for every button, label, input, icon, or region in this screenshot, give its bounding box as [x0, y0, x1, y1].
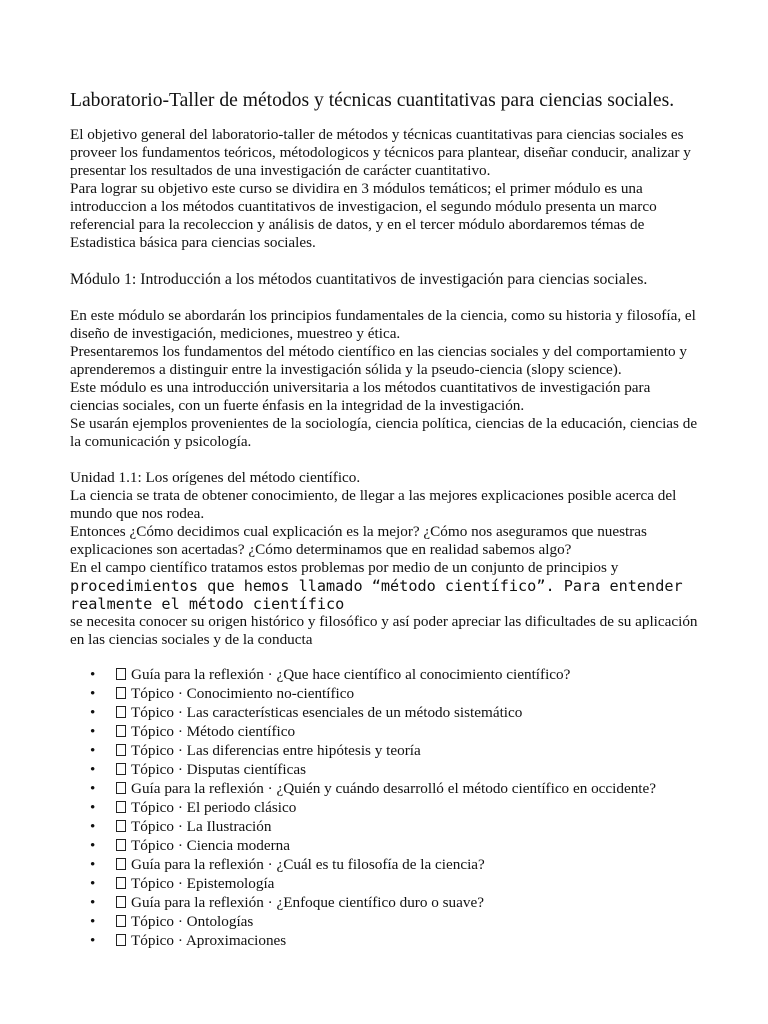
list-item: [70, 817, 698, 836]
intro-line: proveer los fundamentos teóricos, métodologicos y técnicos para plantear, diseñar conducir, analizar y: [70, 144, 691, 161]
bullet-icon: •: [90, 761, 96, 778]
topic-text: Guía para la reflexión · ¿Cuál es tu filosofía de la ciencia?: [131, 856, 485, 873]
missing-glyph-icon: [116, 782, 126, 794]
topic-text: Tópico · Epistemología: [131, 875, 275, 892]
missing-glyph-icon: [116, 801, 126, 813]
topics-list: [70, 665, 698, 950]
list-item: [70, 684, 698, 703]
topic-text: Guía para la reflexión · ¿Quién y cuándo desarrolló el método científico en occidente?: [131, 780, 657, 797]
intro-section: [70, 126, 698, 252]
missing-glyph-icon: [116, 858, 126, 870]
module-line: aprenderemos a distinguir entre la investigación sólida y la pseudo-ciencia (slopy science).: [70, 361, 622, 378]
unit-mono-line: procedimientos que hemos llamado “método científico”. Para entender realmente el método científico: [70, 577, 683, 613]
bullet-icon: •: [90, 837, 96, 854]
topic-text: Tópico · Método científico: [131, 723, 296, 740]
bullet-icon: •: [90, 704, 96, 721]
topic-text: Guía para la reflexión · ¿Que hace científico al conocimiento científico?: [131, 666, 571, 683]
topic-text: Guía para la reflexión · ¿Enfoque científico duro o suave?: [131, 894, 484, 911]
list-item: [70, 722, 698, 741]
missing-glyph-icon: [116, 877, 126, 889]
missing-glyph-icon: [116, 725, 126, 737]
missing-glyph-icon: [116, 706, 126, 718]
intro-line: referencial para la recoleccion y análisis de datos, y en el tercer módulo abordaremos témas de: [70, 216, 645, 233]
list-item: [70, 836, 698, 855]
unit-line: La ciencia se trata de obtener conocimiento, de llegar a las mejores explicaciones posible acerca del: [70, 487, 677, 504]
bullet-icon: •: [90, 894, 96, 911]
intro-line: Para lograr su objetivo este curso se dividira en 3 módulos temáticos; el primer módulo es una: [70, 180, 643, 197]
missing-glyph-icon: [116, 820, 126, 832]
topic-text: Tópico · Ciencia moderna: [131, 837, 290, 854]
missing-glyph-icon: [116, 763, 126, 775]
missing-glyph-icon: [116, 915, 126, 927]
bullet-icon: •: [90, 742, 96, 759]
topic-text: Tópico · El periodo clásico: [131, 799, 297, 816]
unit-line: En el campo científico tratamos estos problemas por medio de un conjunto de principios y: [70, 559, 619, 576]
list-item: [70, 874, 698, 893]
intro-line: Estadistica básica para ciencias sociales.: [70, 234, 316, 251]
module-1-body: [70, 307, 698, 451]
list-item: [70, 893, 698, 912]
bullet-icon: •: [90, 818, 96, 835]
missing-glyph-icon: [116, 744, 126, 756]
unit-line: Entonces ¿Cómo decidimos cual explicación es la mejor? ¿Cómo nos aseguramos que nuestras: [70, 523, 647, 540]
list-item: [70, 703, 698, 722]
module-line: Presentaremos los fundamentos del método científico en las ciencias sociales y del comportamiento y: [70, 343, 688, 360]
module-1-title: Módulo 1: Introducción a los métodos cuantitativos de investigación para ciencias sociales.: [70, 271, 648, 288]
topic-text: Tópico · Las diferencias entre hipótesis y teoría: [131, 742, 421, 759]
module-line: la comunicación y psicología.: [70, 433, 252, 450]
bullet-icon: •: [90, 799, 96, 816]
unit-line: explicaciones son acertadas? ¿Cómo determinamos que en realidad sabemos algo?: [70, 541, 572, 558]
list-item: [70, 741, 698, 760]
bullet-icon: •: [90, 780, 96, 797]
unit-line: en las ciencias sociales y de la conducta: [70, 631, 313, 648]
topic-text: Tópico · La Ilustración: [131, 818, 272, 835]
list-item: [70, 912, 698, 931]
topic-text: Tópico · Las características esenciales de un método sistemático: [131, 704, 523, 721]
bullet-icon: •: [90, 685, 96, 702]
topic-text: Tópico · Aproximaciones: [131, 932, 287, 949]
document-title: Laboratorio-Taller de métodos y técnicas cuantitativas para ciencias sociales.: [70, 90, 675, 111]
missing-glyph-icon: [116, 839, 126, 851]
intro-line: El objetivo general del laboratorio-taller de métodos y técnicas cuantitativas para ciencias sociales es: [70, 126, 684, 143]
module-line: diseño de investigación, mediciones, muestreo y ética.: [70, 325, 401, 342]
unit-section: [70, 469, 698, 649]
list-item: [70, 760, 698, 779]
unit-title: Unidad 1.1: Los orígenes del método científico.: [70, 469, 361, 486]
unit-line: se necesita conocer su origen histórico y filosófico y así poder apreciar las dificultades de su aplicación: [70, 613, 698, 630]
topic-text: Tópico · Disputas científicas: [131, 761, 307, 778]
topic-text: Tópico · Ontologías: [131, 913, 254, 930]
intro-line: presentar los resultados de una investigación de carácter cuantitativo.: [70, 162, 491, 179]
missing-glyph-icon: [116, 687, 126, 699]
bullet-icon: •: [90, 932, 96, 949]
missing-glyph-icon: [116, 668, 126, 680]
module-line: Este módulo es una introducción universitaria a los métodos cuantitativos de investigación para: [70, 379, 651, 396]
bullet-icon: •: [90, 666, 96, 683]
bullet-icon: •: [90, 875, 96, 892]
module-line: Se usarán ejemplos provenientes de la sociología, ciencia política, ciencias de la educación, ciencias de: [70, 415, 698, 432]
list-item: [70, 665, 698, 684]
bullet-icon: •: [90, 723, 96, 740]
missing-glyph-icon: [116, 896, 126, 908]
module-line: ciencias sociales, con un fuerte énfasis en la integridad de la investigación.: [70, 397, 525, 414]
list-item: [70, 855, 698, 874]
intro-line: introduccion a los métodos cuantitativos de investigacion, el segundo módulo presenta un marco: [70, 198, 657, 215]
missing-glyph-icon: [116, 934, 126, 946]
list-item: [70, 779, 698, 798]
bullet-icon: •: [90, 913, 96, 930]
module-line: En este módulo se abordarán los principios fundamentales de la ciencia, como su historia y filosofía, el: [70, 307, 696, 324]
unit-line: mundo que nos rodea.: [70, 505, 205, 522]
bullet-icon: •: [90, 856, 96, 873]
topic-text: Tópico · Conocimiento no-científico: [131, 685, 355, 702]
list-item: [70, 931, 698, 950]
list-item: [70, 798, 698, 817]
